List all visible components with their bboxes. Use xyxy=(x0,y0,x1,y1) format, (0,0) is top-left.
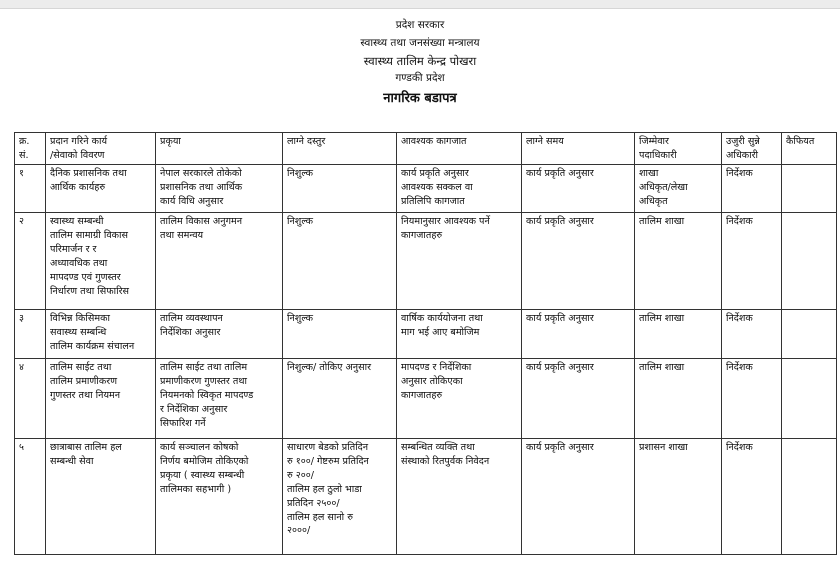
cell-documents: वार्षिक कार्ययोजना तथा माग भई आए बमोजिम xyxy=(397,310,522,359)
cell-documents: सम्बन्धित व्यक्ति तथा संस्थाको रितपुर्वक निवेदन xyxy=(397,439,522,555)
cell-time: कार्य प्रकृति अनुसार xyxy=(522,213,635,310)
cell-documents: कार्य प्रकृति अनुसार आवश्यक सक्कल वा प्रतिलिपि कागजात xyxy=(397,165,522,213)
cell-serial-no: ३ xyxy=(15,310,46,359)
header-remarks: कैफियत xyxy=(782,133,837,165)
cell-responsible: तालिम शाखा xyxy=(635,310,722,359)
cell-grievance: निर्देशक xyxy=(722,310,782,359)
cell-remarks xyxy=(782,165,837,213)
center-name-line: स्वास्थ्य तालिम केन्द्र पोखरा xyxy=(363,54,477,68)
cell-remarks xyxy=(782,359,837,439)
cell-service: तालिम साईट तथा तालिम प्रमाणीकरण गुणस्तर तथा नियमन xyxy=(46,359,156,439)
table-row xyxy=(15,439,837,555)
cell-service: छात्राबास तालिम हल सम्बन्धी सेवा xyxy=(46,439,156,555)
table-row xyxy=(15,213,837,310)
cell-responsible: तालिम शाखा xyxy=(635,359,722,439)
cell-service: दैनिक प्रशासनिक तथा आर्थिक कार्यहरु xyxy=(46,165,156,213)
cell-time: कार्य प्रकृति अनुसार xyxy=(522,310,635,359)
table-row xyxy=(15,359,837,439)
table-row xyxy=(15,165,837,213)
cell-fee: निशुल्क xyxy=(283,310,397,359)
cell-grievance: निर्देशक xyxy=(722,213,782,310)
viewer-top-bar xyxy=(0,0,840,9)
cell-serial-no: ४ xyxy=(15,359,46,439)
cell-remarks xyxy=(782,310,837,359)
cell-time: कार्य प्रकृति अनुसार xyxy=(522,439,635,555)
cell-service: स्वास्थ्य सम्बन्धी तालिम सामाग्री विकास परिमार्जन र र अध्यावधिक तथा मापदण्ड एवं गुणस्तर निर्धारण तथा सिफारिस xyxy=(46,213,156,310)
cell-grievance: निर्देशक xyxy=(722,439,782,555)
cell-process: कार्य सञ्चालन कोषको निर्णय बमोजिम तोकिएको प्रकृया ( स्वास्थ्य सम्बन्धी तालिमका सहभागी ) xyxy=(156,439,283,555)
cell-documents: मापदण्ड र निर्देशिका अनुसार तोकिएका कागजातहरु xyxy=(397,359,522,439)
header-grievance-officer: उजुरी सुन्ने अधिकारी xyxy=(722,133,782,165)
cell-grievance: निर्देशक xyxy=(722,359,782,439)
header-responsible-official: जिम्मेवार पदाधिकारी xyxy=(635,133,722,165)
header-service-description: प्रदान गरिने कार्य /सेवाको विवरण xyxy=(46,133,156,165)
ministry-line: स्वास्थ्य तथा जनसंख्या मन्त्रालय xyxy=(360,37,480,49)
cell-process: तालिम विकास अनुगमन तथा समन्वय xyxy=(156,213,283,310)
cell-process: तालिम साईट तथा तालिम प्रमाणीकरण गुणस्तर तथा नियमनको स्विकृत मापदण्ड र निर्देशिका अनुसार सिफारिश गर्ने xyxy=(156,359,283,439)
cell-fee: निशुल्क xyxy=(283,213,397,310)
header-required-documents: आवश्यक कागजात xyxy=(397,133,522,165)
cell-serial-no: १ xyxy=(15,165,46,213)
table-row xyxy=(15,310,837,359)
cell-process: तालिम व्यवस्थापन निर्देशिका अनुसार xyxy=(156,310,283,359)
document-title: नागरिक बडापत्र xyxy=(383,91,457,106)
header-time-required: लाग्ने समय xyxy=(522,133,635,165)
cell-time: कार्य प्रकृति अनुसार xyxy=(522,165,635,213)
cell-grievance: निर्देशक xyxy=(722,165,782,213)
cell-fee: निशुल्क xyxy=(283,165,397,213)
cell-responsible: शाखा अधिकृत/लेखा अधिकृत xyxy=(635,165,722,213)
cell-serial-no: ५ xyxy=(15,439,46,555)
cell-remarks xyxy=(782,439,837,555)
province-name-line: गण्डकी प्रदेश xyxy=(395,72,445,84)
cell-time: कार्य प्रकृति अनुसार xyxy=(522,359,635,439)
cell-fee: निशुल्क/ तोकिए अनुसार xyxy=(283,359,397,439)
cell-remarks xyxy=(782,213,837,310)
table-header-row xyxy=(15,133,837,165)
cell-documents: नियमानुसार आवश्यक पर्ने कागजातहरु xyxy=(397,213,522,310)
header-process: प्रकृया xyxy=(156,133,283,165)
cell-process: नेपाल सरकारले तोकेको प्रशासनिक तथा आर्थिक कार्य विधि अनुसार xyxy=(156,165,283,213)
header-fee: लाग्ने दस्तुर xyxy=(283,133,397,165)
cell-responsible: तालिम शाखा xyxy=(635,213,722,310)
header-serial-no: क्र. सं. xyxy=(15,133,46,165)
citizen-charter-table xyxy=(14,132,837,555)
province-government-line: प्रदेश सरकार xyxy=(395,19,445,31)
cell-fee: साधारण बेडको प्रतिदिन रु १००/ गेष्टरुम प्रतिदिन रु २००/ तालिम हल ठुलो भाडा प्रतिदिन २५००/ तालिम हल सानो रु २०००/ xyxy=(283,439,397,555)
cell-serial-no: २ xyxy=(15,213,46,310)
cell-responsible: प्रशासन शाखा xyxy=(635,439,722,555)
cell-service: विभिन्न किसिमका सवास्थ्य सम्बन्धि तालिम कार्यक्रम संचालन xyxy=(46,310,156,359)
